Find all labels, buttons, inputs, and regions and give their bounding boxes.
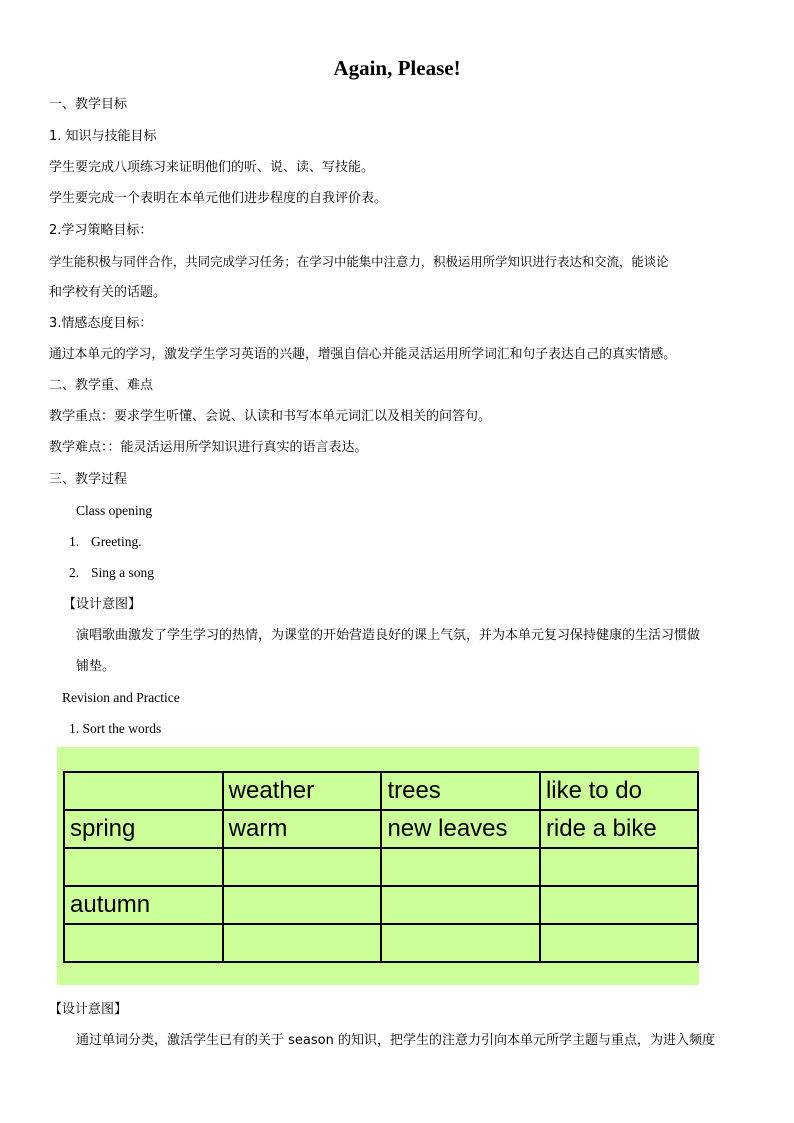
design-intent-label-2: 【设计意图】 <box>49 1002 128 1017</box>
goal1-line2: 学生要完成一个表明在本单元他们进步程度的自我评价表。 <box>49 191 388 206</box>
table-cell <box>64 772 223 810</box>
goal1-line1: 学生要完成八项练习来证明他们的听、说、读、写技能。 <box>49 160 375 175</box>
table-row <box>64 848 698 886</box>
design-intent-label: 【设计意图】 <box>63 597 142 612</box>
goal2-line2: 和学校有关的话题。 <box>49 285 167 300</box>
design-intent-text: 演唱歌曲激发了学生学习的热情，为课堂的开始营造良好的课上气氛，并为本单元复习保持健康的生活习惯做 <box>76 628 701 643</box>
table-cell <box>64 848 223 886</box>
table-cell: like to do <box>540 772 698 810</box>
sort-words-panel <box>57 747 699 985</box>
step-number: 1. <box>69 534 80 549</box>
table-row <box>64 772 698 810</box>
difficulty-text: 教学难点：：能灵活运用所学知识进行真实的语言表达。 <box>49 440 368 455</box>
table-cell <box>540 886 698 924</box>
keypoints-heading: 二、教学重、难点 <box>49 378 154 393</box>
table-row <box>64 924 698 962</box>
design-intent-text-2: 通过单词分类，激活学生已有的关于 season 的知识，把学生的注意力引向本单元所学主题与重点，为进入频度 <box>76 1033 715 1048</box>
table-cell <box>64 924 223 962</box>
table-cell <box>381 924 539 962</box>
keypoint-text: 教学重点：要求学生听懂、会说、认读和书写本单元词汇以及相关的问答句。 <box>49 409 492 424</box>
sort-words-table <box>63 771 699 963</box>
table-cell <box>540 924 698 962</box>
goal2-heading: 2.学习策略目标： <box>49 223 153 238</box>
step-label: Sing a song <box>91 565 155 580</box>
goal3-heading: 3.情感态度目标： <box>49 316 153 331</box>
table-cell: warm <box>223 810 382 848</box>
step-number: 2. <box>69 565 80 580</box>
goal1-heading: 1. 知识与技能目标 <box>49 129 157 144</box>
process-heading: 三、教学过程 <box>49 472 128 487</box>
goals-heading: 一、教学目标 <box>49 97 128 112</box>
table-cell <box>381 848 539 886</box>
class-opening: Class opening <box>76 503 153 518</box>
table-cell: trees <box>381 772 539 810</box>
goal3-line1: 通过本单元的学习，激发学生学习英语的兴趣，增强自信心并能灵活运用所学词汇和句子表达自己的真实情感。 <box>49 347 677 362</box>
table-row <box>64 886 698 924</box>
table-cell <box>223 924 382 962</box>
table-cell: weather <box>223 772 382 810</box>
table-cell: new leaves <box>381 810 539 848</box>
table-row <box>64 810 698 848</box>
goal2-line1: 学生能积极与同伴合作，共同完成学习任务；在学习中能集中注意力，积极运用所学知识进行表达和交流，能谈论 <box>49 254 669 269</box>
table-cell: spring <box>64 810 223 848</box>
table-cell: ride a bike <box>540 810 698 848</box>
revision-heading: Revision and Practice <box>62 690 180 705</box>
sort-words-heading: 1. Sort the words <box>69 721 162 736</box>
page-title: Again, Please! <box>333 56 461 80</box>
table-cell <box>540 848 698 886</box>
table-cell <box>381 886 539 924</box>
step-sing <box>69 564 154 582</box>
table-cell <box>223 848 382 886</box>
design-intent-text-cont: 铺垫。 <box>76 659 116 674</box>
step-label: Greeting. <box>91 534 142 549</box>
step-greeting <box>69 533 142 551</box>
table-cell: autumn <box>64 886 223 924</box>
table-cell <box>223 886 382 924</box>
